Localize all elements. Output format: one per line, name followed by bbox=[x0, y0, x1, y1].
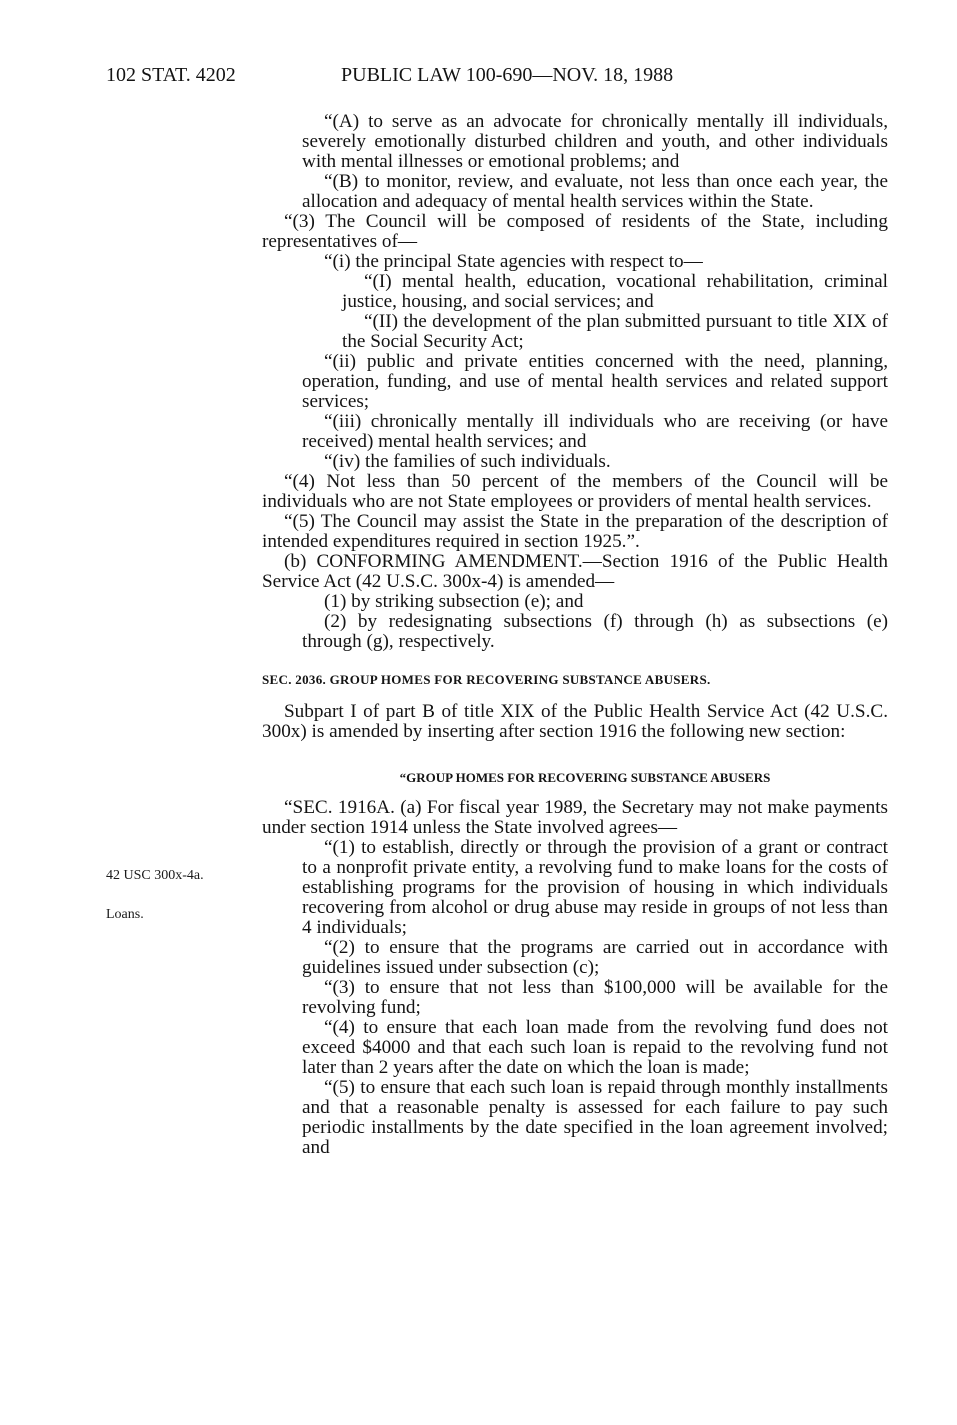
sec-label: SEC bbox=[292, 797, 328, 818]
paragraph-4: “(4) Not less than 50 percent of the members of the Council will be individuals who are not State employees or providers of mental health services. bbox=[262, 471, 888, 512]
clause-ii: “(ii) public and private entities concerned with the need, planning, operation, funding, and use of mental health services and related support services; bbox=[302, 351, 888, 412]
margin-note-topic: Loans. bbox=[106, 907, 144, 922]
quote-mark: “ bbox=[284, 797, 293, 818]
conforming-amendment-heading: CONFORMING AMENDMENT. bbox=[316, 551, 583, 572]
amendment-item-1: (1) by striking subsection (e); and bbox=[324, 591, 584, 612]
section-heading: SEC. 2036. GROUP HOMES FOR RECOVERING SUBSTANCE ABUSERS. bbox=[262, 672, 711, 687]
statute-body bbox=[262, 112, 888, 1158]
clause-a: “(A) to serve as an advocate for chronically mentally ill individuals, severely emotionally disturbed children and youth, and other individuals with mental illnesses or emotional problems; and bbox=[302, 111, 888, 172]
subsection-b-text: —Section 1916 of the Public Health Service Act (42 U.S.C. 300x-4) is amended— bbox=[262, 551, 888, 592]
paragraph-3: “(3) The Council will be composed of residents of the State, including representatives of— bbox=[262, 211, 888, 252]
margin-note-citation: 42 USC 300x-4a. bbox=[106, 868, 204, 883]
agreement-item-1: “(1) to establish, directly or through the provision of a grant or contract to a nonprofit private entity, a revolving fund to make loans for the costs of establishing programs for the provision of housing in which individuals recovering from alcohol or drug abuse may reside in groups of not less than 4 individuals; bbox=[302, 837, 888, 938]
clause-iii: “(iii) chronically mentally ill individuals who are receiving (or have received) mental health services; and bbox=[302, 411, 888, 452]
clause-b: “(B) to monitor, review, and evaluate, not less than once each year, the allocation and adequacy of mental health services within the State. bbox=[302, 171, 888, 212]
page-header bbox=[106, 64, 897, 94]
section-intro: Subpart I of part B of title XIX of the Public Health Service Act (42 U.S.C. 300x) is amended by inserting after section 1916 the following new section: bbox=[262, 701, 888, 742]
agreement-item-3: “(3) to ensure that not less than $100,000 will be available for the revolving fund; bbox=[302, 977, 888, 1018]
agreement-item-2: “(2) to ensure that the programs are carried out in accordance with guidelines issued under subsection (c); bbox=[302, 937, 888, 978]
section-1916a-a bbox=[262, 798, 888, 838]
new-section-heading: “GROUP HOMES FOR RECOVERING SUBSTANCE ABUSERS bbox=[399, 770, 771, 785]
statute-page-id: 102 STAT. 4202 bbox=[106, 64, 236, 86]
paragraph-5: “(5) The Council may assist the State in the preparation of the description of intended expenditures required in section 1925.”. bbox=[262, 511, 888, 552]
agreement-item-5: “(5) to ensure that each such loan is repaid through monthly installments and that a reasonable penalty is assessed for each failure to pay such periodic installments by the date specified in the loan agreement involved; and bbox=[302, 1077, 888, 1158]
clause-i: “(i) the principal State agencies with respect to— bbox=[324, 251, 703, 272]
clause-iv: “(iv) the families of such individuals. bbox=[324, 451, 611, 472]
section-1916a-a-text: . 1916A. (a) For fiscal year 1989, the Secretary may not make payments under section 1914 unless the State involved agrees— bbox=[262, 797, 888, 838]
subsection-b-label: (b) bbox=[284, 551, 317, 572]
law-title: PUBLIC LAW 100-690—NOV. 18, 1988 bbox=[341, 64, 674, 86]
agreement-item-4: “(4) to ensure that each loan made from the revolving fund does not exceed $4000 and that each such loan is repaid to the revolving fund not later than 2 years after the date on which the loan is made; bbox=[302, 1017, 888, 1078]
subsection-b bbox=[262, 552, 888, 592]
amendment-item-2: (2) by redesignating subsections (f) through (h) as subsections (e) through (g), respectively. bbox=[302, 611, 888, 652]
subclause-I: “(I) mental health, education, vocational rehabilitation, criminal justice, housing, and social services; and bbox=[342, 271, 888, 312]
subclause-II: “(II) the development of the plan submitted pursuant to title XIX of the Social Security Act; bbox=[342, 311, 888, 352]
